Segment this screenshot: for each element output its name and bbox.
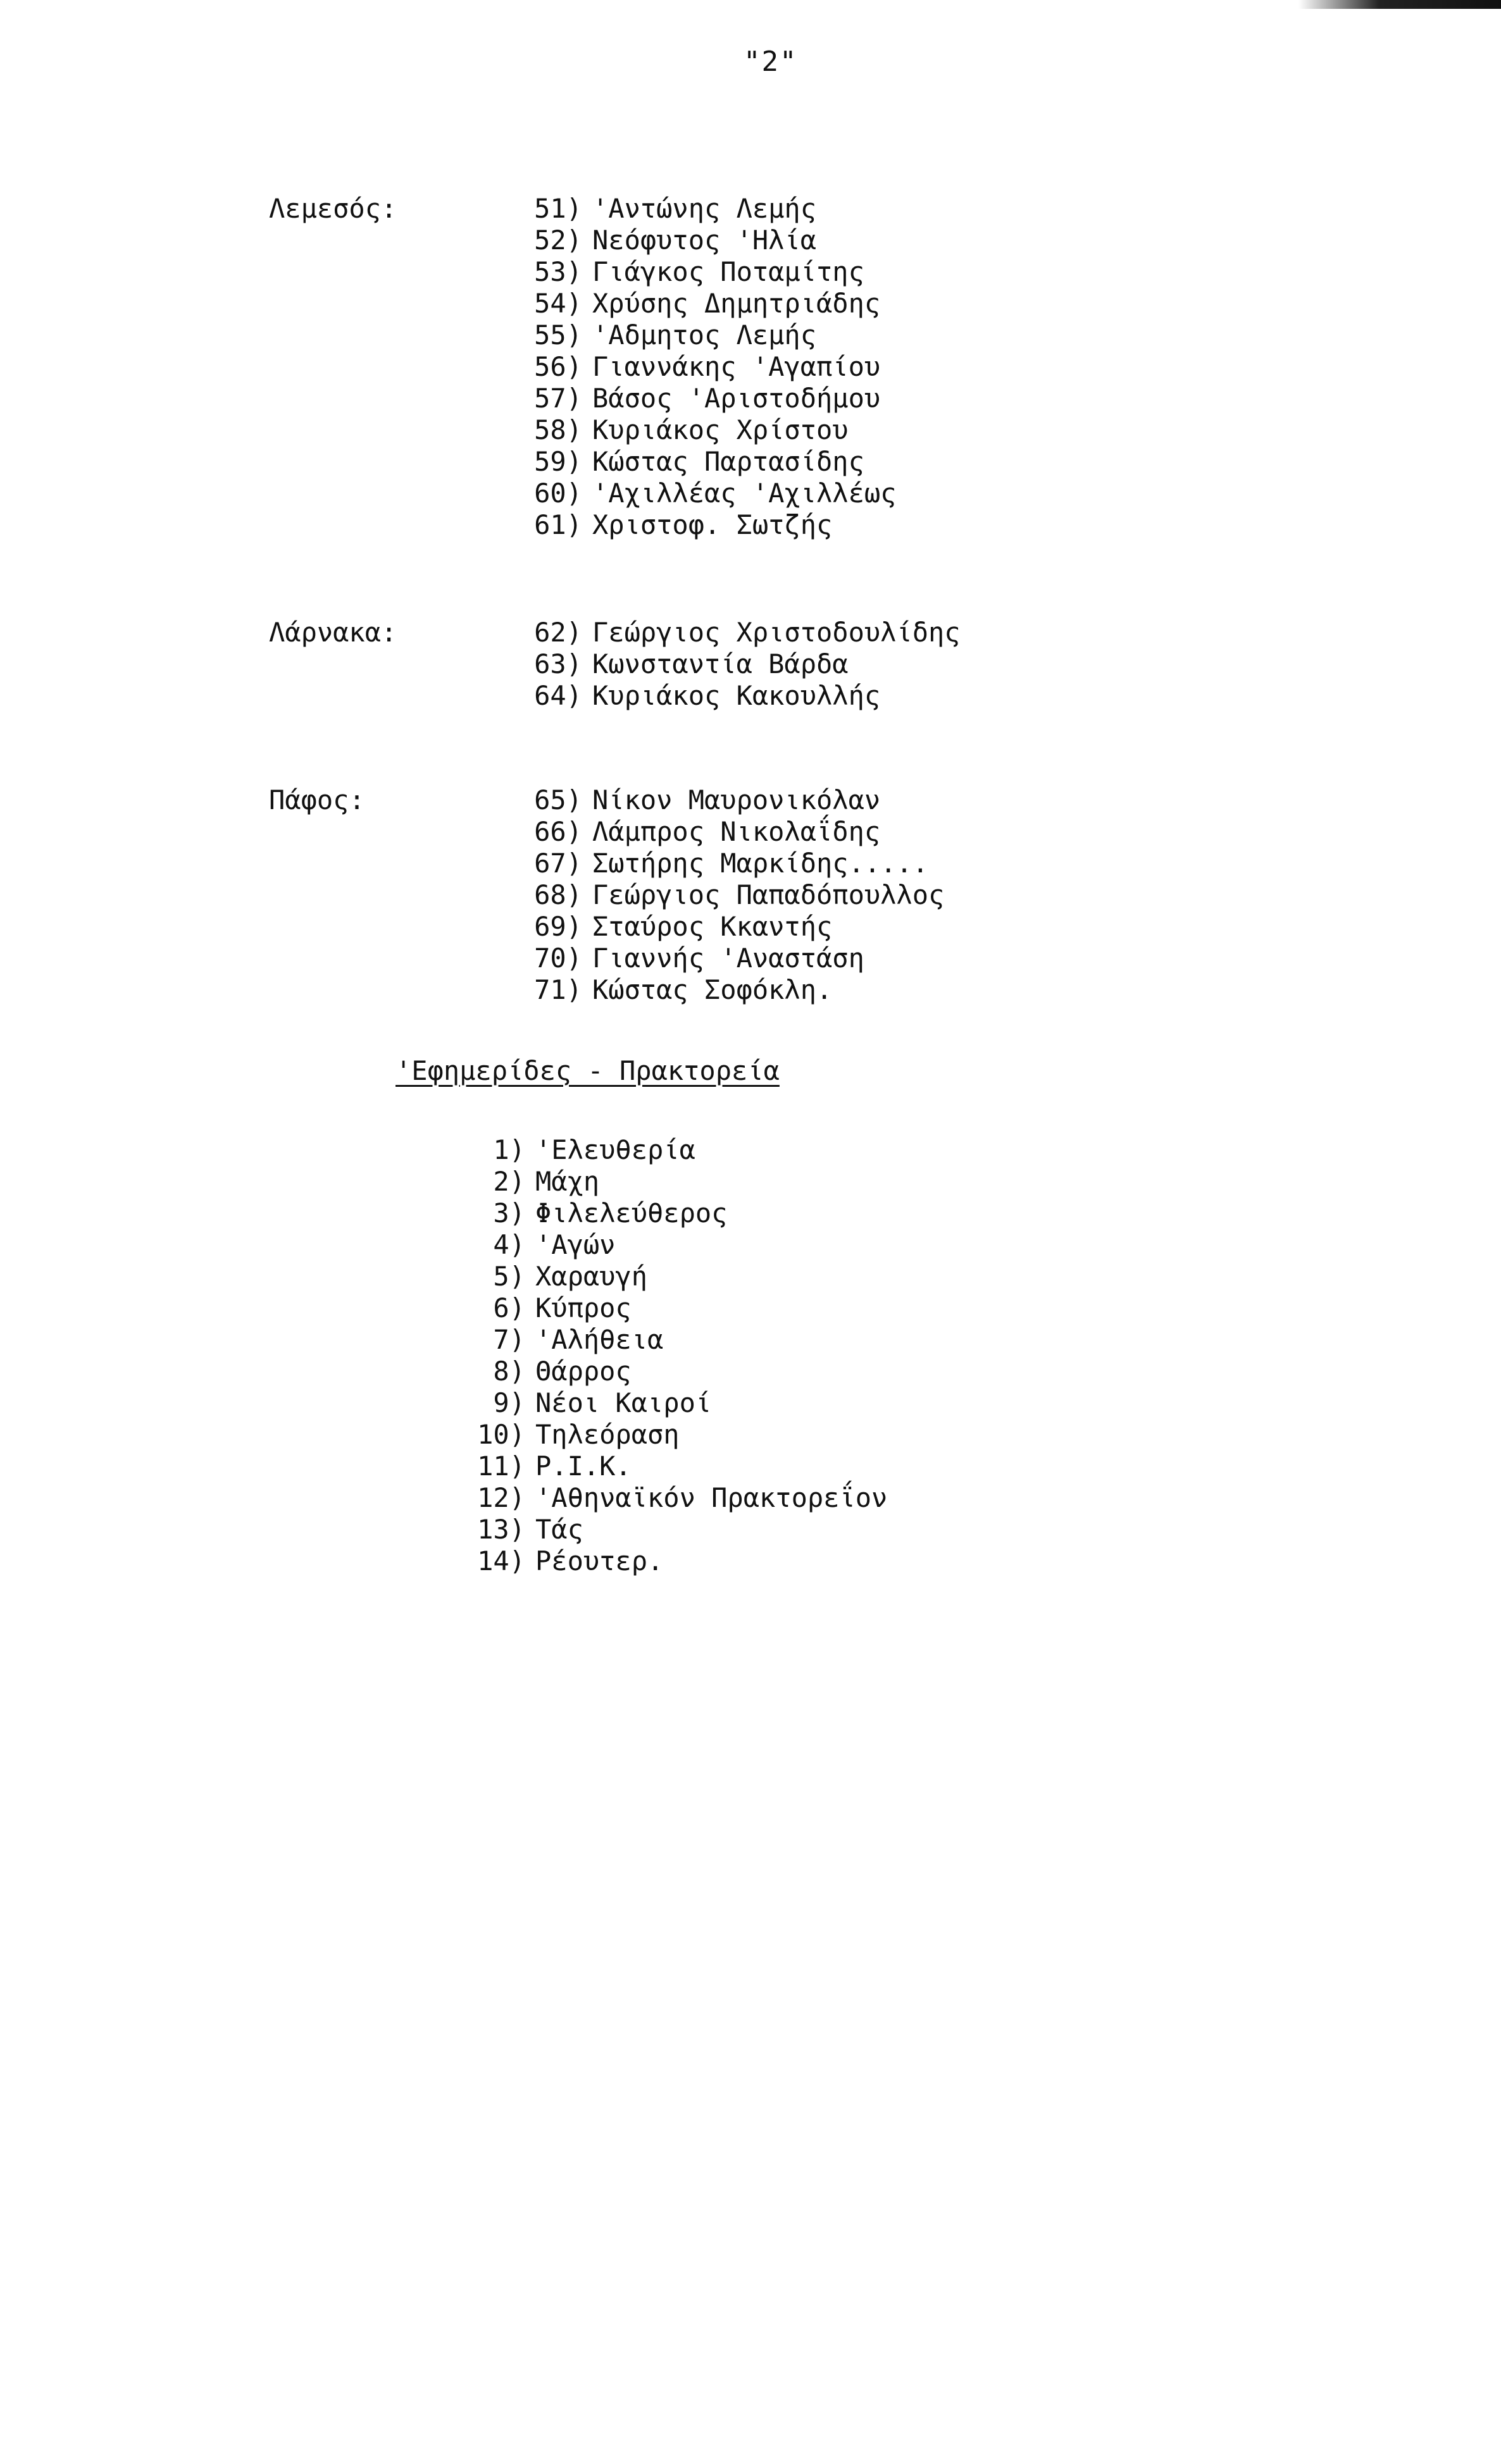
list-item [468,1324,887,1356]
list-item [468,1514,887,1545]
list-item [487,848,944,879]
entry-name: Χαραυγή [535,1261,648,1292]
entry-name: 'Ελευθερία [535,1134,695,1165]
entry-number: 57) [534,383,582,414]
list-item [468,1451,887,1482]
entry-number: 6) [493,1292,525,1323]
list-item [468,1387,887,1419]
list-item [487,351,896,383]
list-item [468,1198,887,1229]
entry-name: Κωνσταντία Βάρδα [592,648,849,679]
list-item [468,1134,887,1166]
entry-number: 59) [534,446,582,477]
list-item [468,1356,887,1387]
entry-name: Τάς [535,1514,583,1545]
entry-number: 54) [534,288,582,319]
entry-number: 51) [534,193,582,224]
entry-name: Νέοι Καιροί [535,1387,712,1418]
entry-number: 70) [534,943,582,974]
list-item [487,478,896,509]
newspapers-list [468,1134,887,1577]
entry-number: 56) [534,351,582,382]
entry-name: Γεώργιος Παπαδόπουλλος [592,879,945,910]
entry-name: Κώστας Παρτασίδης [592,446,864,477]
list-item [487,509,896,541]
entry-number: 66) [534,816,582,847]
entry-name: Νίκον Μαυρονικόλαν [592,784,881,815]
entry-name: Κώστας Σοφόκλη. [592,974,833,1005]
entry-number: 12) [477,1482,525,1513]
entry-number: 2) [493,1166,525,1197]
entry-name: Ρέουτερ. [535,1545,664,1576]
entry-number: 64) [534,680,582,711]
entry-name: Χρύσης Δημητριάδης [592,288,881,319]
entry-name: Γιάγκος Ποταμίτης [592,256,864,287]
entry-name: 'Αθηναϊκόν Πρακτορεΐον [535,1482,888,1513]
entry-number: 5) [493,1261,525,1292]
entry-number: 10) [477,1419,525,1450]
entry-list-limassol [487,193,896,541]
entry-name: Θάρρος [535,1356,632,1387]
entry-number: 53) [534,256,582,287]
entry-name: Κυριάκος Κακουλλής [592,680,881,711]
list-item [487,288,896,319]
entry-name: Φιλελεύθερος [535,1198,728,1229]
list-item [487,648,961,680]
entry-name: 'Αγών [535,1229,616,1260]
list-item [487,225,896,256]
list-item [487,879,944,911]
entry-number: 61) [534,509,582,540]
entry-number: 13) [477,1514,525,1545]
list-item [487,943,944,974]
entry-name: Κυριάκος Χρίστου [592,414,849,445]
list-item [468,1419,887,1451]
entry-name: Κύπρος [535,1292,632,1323]
list-item [487,816,944,848]
entry-name: Σωτήρης Μαρκίδης..... [592,848,929,879]
entry-name: Νεόφυτος 'Ηλία [592,225,817,256]
entry-number: 52) [534,225,582,256]
entry-name: Ρ.Ι.Κ. [535,1451,632,1482]
section-label-limassol: Λεμεσός: [269,193,397,224]
list-item [487,680,961,712]
entry-number: 55) [534,319,582,350]
list-item [487,911,944,943]
list-item [487,414,896,446]
entry-number: 58) [534,414,582,445]
list-item [487,974,944,1006]
list-item [468,1166,887,1198]
entry-name: Χριστοφ. Σωτζής [592,509,833,540]
entry-name: Σταύρος Κκαντής [592,911,833,942]
entry-number: 71) [534,974,582,1005]
list-item [487,193,896,225]
list-item [487,256,896,288]
section-label-paphos: Πάφος: [269,784,365,815]
list-item [468,1545,887,1577]
list-item [468,1482,887,1514]
entry-number: 8) [493,1356,525,1387]
entry-number: 69) [534,911,582,942]
section-label-larnaca: Λάρνακα: [269,617,397,648]
list-item [487,617,961,648]
entry-number: 11) [477,1451,525,1482]
entry-number: 63) [534,648,582,679]
scan-edge-mark [1299,0,1501,9]
entry-name: 'Αδμητος Λεμής [592,319,817,350]
entry-number: 14) [477,1545,525,1576]
entry-number: 7) [493,1324,525,1355]
entry-number: 9) [493,1387,525,1418]
entry-name: Βάσος 'Αριστοδήμου [592,383,881,414]
entry-number: 1) [493,1134,525,1165]
list-item [487,319,896,351]
entry-number: 60) [534,478,582,509]
entry-number: 67) [534,848,582,879]
newspapers-heading: 'Εφημερίδες - Πρακτορεία [395,1055,780,1086]
list-item [487,446,896,478]
entry-number: 4) [493,1229,525,1260]
entry-name: Λάμπρος Νικολαΐδης [592,816,881,847]
entry-name: Μάχη [535,1166,600,1197]
list-item [487,383,896,414]
list-item [487,784,944,816]
entry-number: 65) [534,784,582,815]
entry-name: 'Αντώνης Λεμής [592,193,817,224]
entry-name: Γιαννάκης 'Αγαπίου [592,351,881,382]
list-item [468,1229,887,1261]
page-number: "2" [744,46,798,78]
entry-name: 'Αλήθεια [535,1324,664,1355]
list-item [468,1292,887,1324]
entry-number: 68) [534,879,582,910]
entry-name: Γιαννής 'Αναστάση [592,943,864,974]
entry-number: 3) [493,1198,525,1229]
entry-name: 'Αχιλλέας 'Αχιλλέως [592,478,897,509]
entry-name: Τηλεόραση [535,1419,680,1450]
entry-name: Γεώργιος Χριστοδουλίδης [592,617,961,648]
entry-list-larnaca [487,617,961,712]
entry-number: 62) [534,617,582,648]
entry-list-paphos [487,784,944,1006]
list-item [468,1261,887,1292]
